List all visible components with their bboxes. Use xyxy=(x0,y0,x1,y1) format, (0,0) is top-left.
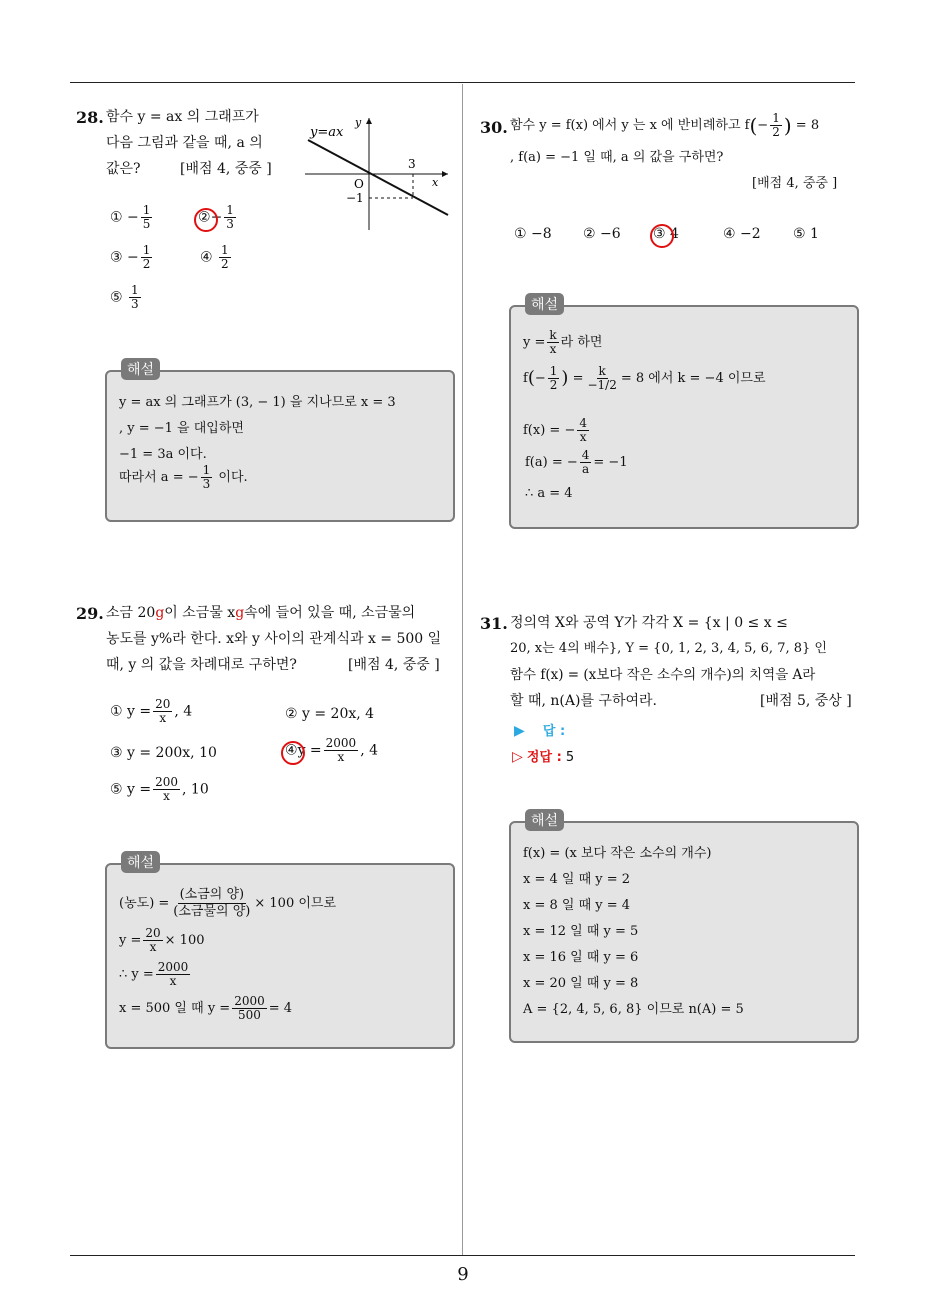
numerator: 1 xyxy=(131,283,139,297)
solution-line3: x = 8 일 때 y = 4 xyxy=(523,898,631,913)
arg-fraction xyxy=(770,112,782,139)
correct-value: 5 xyxy=(565,750,575,765)
solution-text: y = xyxy=(523,335,546,350)
solution-line2: , y = −1 을 대입하면 xyxy=(119,421,244,436)
question-text-line3: 값은? xyxy=(106,161,141,177)
numerator: 1 xyxy=(221,243,229,257)
choice-post: , 10 xyxy=(182,781,209,798)
choice-4[interactable]: ④ −2 xyxy=(723,226,761,242)
question-text-line1 xyxy=(106,600,415,626)
denominator: x xyxy=(337,750,345,764)
question-meta: [배점 4, 중중 ] xyxy=(348,657,440,673)
solution-fraction xyxy=(580,449,592,476)
choice-pre: y = xyxy=(127,781,152,798)
question-text-line4: 할 때, n(A)를 구하여라. xyxy=(510,693,657,709)
solution-box xyxy=(105,362,455,522)
choice-mark: ② xyxy=(198,209,211,226)
solution-box xyxy=(509,813,859,1043)
denominator: 5 xyxy=(142,217,151,231)
bottom-rule xyxy=(70,1255,855,1256)
solution-line3 xyxy=(119,961,192,988)
question-meta: [배점 5, 중상 ] xyxy=(760,693,852,709)
solution-line1 xyxy=(523,329,602,356)
choice-post: , 4 xyxy=(174,703,193,720)
choice-3[interactable]: ③ 4 xyxy=(653,226,679,242)
choice-fraction xyxy=(219,244,231,271)
line-y-ax xyxy=(308,140,448,215)
choice-4[interactable] xyxy=(200,244,233,271)
play-arrow-icon: ▶ xyxy=(514,723,525,739)
choice-mark: ⑤ xyxy=(110,289,123,306)
choice-mark: ⑤ xyxy=(110,781,123,798)
choice-3[interactable] xyxy=(110,745,217,761)
choice-fraction xyxy=(224,204,236,231)
choice-fraction xyxy=(129,284,141,311)
question-number: 31. xyxy=(480,614,508,633)
choice-fraction xyxy=(153,776,180,803)
choice-2[interactable] xyxy=(285,706,374,722)
solution-line2: f(− $\frac{1}{2}$ ) = $\frac{k}{-1/2}$ = 8 에서 k = −4 이므로 xyxy=(523,364,766,392)
solution-label: 해설 xyxy=(121,358,160,380)
graph-x-label: x xyxy=(432,176,439,189)
choice-fraction xyxy=(141,204,153,231)
graph-origin: O xyxy=(354,177,364,191)
numerator: k xyxy=(549,328,557,342)
solution-fraction xyxy=(548,365,560,392)
question-text-line1: 정의역 X와 공역 Y가 각각 X = {x | 0 ≤ x ≤ xyxy=(510,615,788,631)
solution-fraction xyxy=(547,329,558,356)
numerator: (소금의 양) xyxy=(179,887,245,902)
unit-gram: g xyxy=(155,605,165,621)
solution-line1: f(x) = (x 보다 작은 소수의 개수) xyxy=(523,846,712,861)
y-arrow xyxy=(366,118,372,124)
denominator: x xyxy=(159,711,167,725)
solution-line4 xyxy=(119,995,292,1022)
choice-mark: ① xyxy=(110,209,123,226)
choice-2[interactable]: ② −6 xyxy=(583,226,621,242)
choice-5[interactable] xyxy=(110,284,143,311)
denominator: 3 xyxy=(226,217,234,231)
numerator: k xyxy=(598,364,606,378)
graph-fn-label: y=ax xyxy=(310,125,344,140)
solution-label: 해설 xyxy=(525,809,564,831)
solution-fraction xyxy=(232,995,267,1022)
solution-box xyxy=(105,855,455,1049)
solution-fraction xyxy=(201,464,213,491)
solution-text: ∴ y = xyxy=(119,967,154,982)
x-arrow xyxy=(442,171,448,177)
numerator: 200 xyxy=(155,775,179,789)
choice-5[interactable]: ⑤ 1 xyxy=(793,226,819,242)
correct-answer-line xyxy=(512,746,574,765)
question-number: 30. xyxy=(480,118,508,137)
denominator: 3 xyxy=(131,297,139,311)
solution-text: = 8 에서 k = −4 이므로 xyxy=(620,371,766,386)
choice-post: , 4 xyxy=(360,742,379,759)
solution-text: 따라서 a = − xyxy=(119,470,199,485)
denominator: (소금물의 양) xyxy=(173,904,251,919)
choice-mark: ② xyxy=(285,706,298,722)
solution-line4: x = 12 일 때 y = 5 xyxy=(523,924,639,939)
denominator: 500 xyxy=(238,1008,261,1022)
question-text-line2: , f(a) = −1 일 때, a 의 값을 구하면? xyxy=(510,150,724,165)
question-text-line2: 농도를 y%라 한다. x와 y 사이의 관계식과 x = 500 일 xyxy=(106,631,442,647)
choice-fraction xyxy=(141,244,153,271)
denominator: 2 xyxy=(221,257,229,271)
graph-x-tick: 3 xyxy=(408,157,416,171)
page-number: 9 xyxy=(457,1264,469,1285)
choice-5[interactable] xyxy=(110,776,209,803)
denominator: 2 xyxy=(549,378,558,392)
solution-fraction xyxy=(577,417,589,444)
solution-text: × 100 xyxy=(164,933,205,948)
text-part: = 8 xyxy=(795,118,820,133)
choice-text: y = 200x, 10 xyxy=(127,745,217,761)
denominator: x xyxy=(149,940,157,954)
numerator: 4 xyxy=(579,416,587,430)
answer-line[interactable] xyxy=(514,720,565,739)
question-text-line2: 20, x는 4의 배수}, Y = {0, 1, 2, 3, 4, 5, 6, 7, 8} 인 xyxy=(510,641,827,656)
solution-line4 xyxy=(119,464,248,491)
outline-arrow-icon: ▷ xyxy=(512,749,523,765)
choice-text: y = 20x, 4 xyxy=(302,706,375,722)
numerator: 1 xyxy=(772,111,780,125)
solution-text: f xyxy=(523,371,528,386)
choice-sign: − xyxy=(127,209,139,226)
solution-line5: x = 16 일 때 y = 6 xyxy=(523,950,639,965)
solution-text: (농도) = xyxy=(119,896,170,911)
solution-line3: −1 = 3a 이다. xyxy=(119,447,207,462)
question-text-line1: 함수 y = f(x) 에서 y 는 x 에 반비례하고 f(− $\frac{1}{2}$ ) = 8 xyxy=(510,111,820,139)
solution-text: = 4 xyxy=(268,1001,293,1016)
selected-answer-circle xyxy=(281,741,305,765)
numerator: 1 xyxy=(142,243,151,257)
solution-line1 xyxy=(119,887,336,920)
denominator: 3 xyxy=(202,477,211,491)
numerator: 20 xyxy=(145,926,161,940)
numerator: 1 xyxy=(202,463,211,477)
choice-fraction xyxy=(153,698,172,725)
solution-line6: x = 20 일 때 y = 8 xyxy=(523,976,639,991)
solution-line4 xyxy=(525,449,628,476)
solution-fraction xyxy=(156,961,191,988)
denominator: a xyxy=(582,462,590,476)
solution-label: 해설 xyxy=(121,851,160,873)
denominator: x xyxy=(163,789,170,803)
numerator: 1 xyxy=(549,364,558,378)
question-number: 29. xyxy=(76,604,104,623)
solution-text: f(x) = − xyxy=(523,423,576,438)
numerator: 1 xyxy=(142,203,151,217)
question-text-line2: 다음 그림과 같을 때, a 의 xyxy=(106,135,263,151)
solution-text: f(a) = − xyxy=(525,455,578,470)
choice-1[interactable]: ① −8 xyxy=(514,226,552,242)
solution-line2 xyxy=(119,927,205,954)
choice-mark: ④ xyxy=(200,249,213,266)
solution-fraction xyxy=(143,927,162,954)
choice-mark: ③ xyxy=(110,745,123,761)
solution-box xyxy=(509,297,859,529)
choice-mark: ③ xyxy=(110,249,123,266)
top-rule xyxy=(70,82,855,83)
numerator: 2000 xyxy=(325,736,357,750)
question-text-line1: 함수 y = ax 의 그래프가 xyxy=(106,109,259,125)
text-part: 함수 y = f(x) 에서 y 는 x 에 반비례하고 f xyxy=(510,118,750,133)
choice-mark: ① xyxy=(110,703,123,720)
solution-fraction xyxy=(171,887,252,920)
graph-y-label: y xyxy=(355,116,362,129)
solution-fraction xyxy=(585,365,618,392)
denominator: 2 xyxy=(142,257,151,271)
solution-text: x = 500 일 때 y = xyxy=(119,1001,231,1016)
question-meta: [배점 4, 중중 ] xyxy=(180,161,272,177)
denominator: 2 xyxy=(772,125,780,139)
choice-fraction xyxy=(324,737,359,764)
selected-answer-circle xyxy=(194,208,218,232)
solution-label: 해설 xyxy=(525,293,564,315)
solution-line1: y = ax 의 그래프가 (3, − 1) 을 지나므로 x = 3 xyxy=(119,395,396,410)
text-part: 이 소금물 x xyxy=(164,605,236,621)
solution-line7: A = {2, 4, 5, 6, 8} 이므로 n(A) = 5 xyxy=(523,1002,744,1017)
answer-label: 답 : xyxy=(542,724,566,739)
selected-answer-circle xyxy=(650,224,674,248)
choice-1[interactable] xyxy=(110,204,154,231)
numerator: 4 xyxy=(581,448,590,462)
choice-1[interactable] xyxy=(110,698,192,725)
denominator: x xyxy=(549,342,557,356)
solution-text: 라 하면 xyxy=(560,335,603,350)
choice-mark: ④ xyxy=(285,742,298,759)
text-part: 속에 들어 있을 때, 소금물의 xyxy=(244,605,416,621)
graph-y-tick: −1 xyxy=(346,191,364,205)
question-number: 28. xyxy=(76,108,104,127)
question-text-line3: 때, y 의 값을 차례대로 구하면? xyxy=(106,657,297,673)
column-divider xyxy=(462,84,463,1256)
denominator: x xyxy=(579,430,587,444)
solution-line2: x = 4 일 때 y = 2 xyxy=(523,872,631,887)
solution-text: y = xyxy=(119,933,142,948)
numerator: 1 xyxy=(226,203,234,217)
correct-label: 정답 : xyxy=(526,750,562,765)
numerator: 2000 xyxy=(157,960,189,974)
choice-sign: − xyxy=(127,249,139,266)
numerator: 2000 xyxy=(234,994,265,1008)
solution-text: = xyxy=(572,371,584,386)
denominator: x xyxy=(169,974,177,988)
choice-3[interactable] xyxy=(110,244,154,271)
solution-text-end: 이다. xyxy=(218,470,248,485)
question-text-line3: 함수 f(x) = (x보다 작은 소수의 개수)의 치역을 A라 xyxy=(510,667,816,683)
choice-pre: y = xyxy=(127,703,152,720)
solution-text: × 100 이므로 xyxy=(254,896,337,911)
choice-sign: − xyxy=(210,209,223,226)
question-meta: [배점 4, 중중 ] xyxy=(752,176,838,191)
numerator: 20 xyxy=(155,697,171,711)
linear-graph xyxy=(300,112,455,232)
unit-gram: g xyxy=(235,605,245,621)
solution-line5: ∴ a = 4 xyxy=(525,486,573,501)
solution-text: = −1 xyxy=(593,455,628,470)
solution-line3 xyxy=(523,417,591,444)
denominator: −1/2 xyxy=(587,378,617,392)
text-part: 소금 20 xyxy=(106,605,156,621)
choice-pre: y = xyxy=(297,742,322,759)
